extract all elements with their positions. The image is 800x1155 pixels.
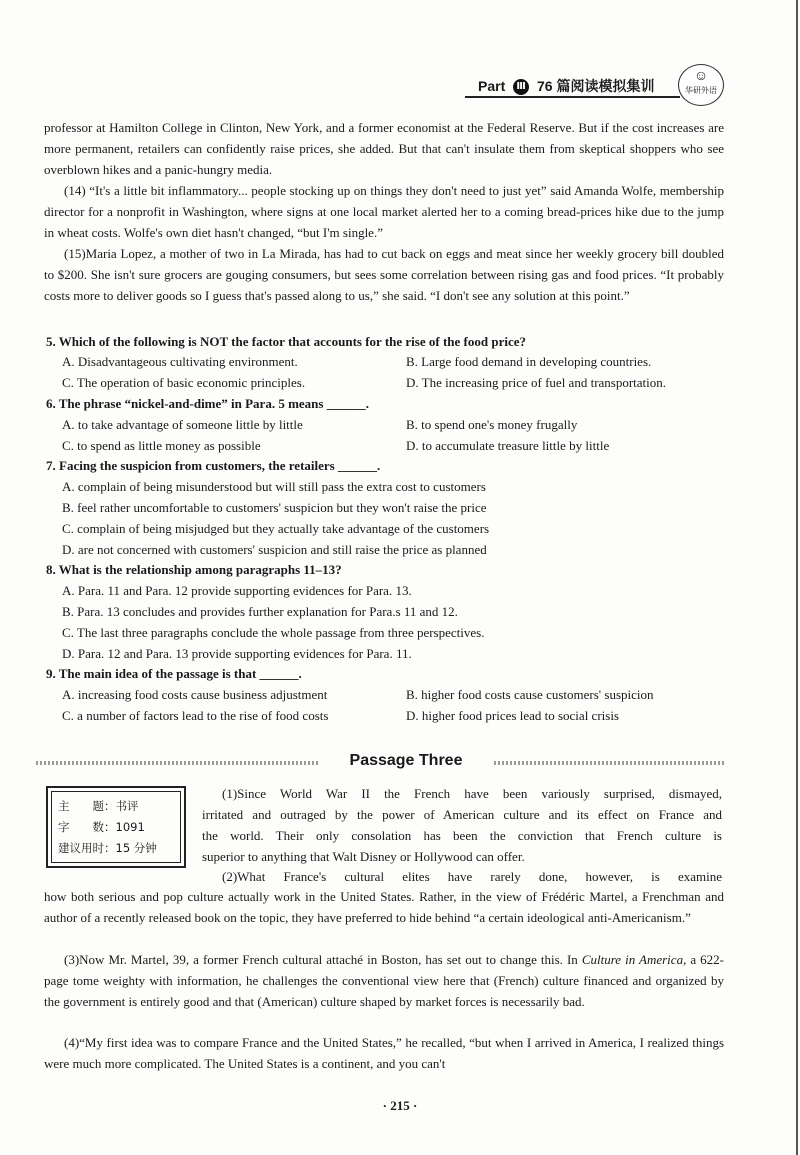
- question-7-stem: 7. Facing the suspicion from customers, the retailers ______.: [46, 458, 381, 473]
- passage3-paragraph-2: how both serious and pop culture actually work in the United States. Rather, in the view of Frédéric Martel, a Frenchman and author of a recently released book on the topic, they have preferred to hide behind “a certain ideological anti-Americanism.”: [44, 889, 724, 925]
- logo-mascot-icon: ☺: [693, 69, 709, 84]
- question-6-option-a[interactable]: A. to take advantage of someone little by little: [62, 417, 303, 432]
- passage-info-box: [46, 786, 186, 868]
- passage3-paragraph-4: (4)“My first idea was to compare France and the United States,” he recalled, “but when I arrived in America, I realized things were much more complicated. The United States is a continent, and you can't: [44, 1035, 724, 1071]
- question-6-stem: 6. The phrase “nickel-and-dime” in Para. 5 means ______.: [46, 396, 369, 411]
- passage3-paragraph-3: [44, 950, 724, 1012]
- question-5-option-a[interactable]: A. Disadvantageous cultivating environment.: [62, 354, 298, 369]
- header-series-title: 76 篇阅读模拟集训: [537, 78, 655, 94]
- info-topic: 主 题：书评: [58, 799, 139, 813]
- paragraph-15: (15)Maria Lopez, a mother of two in La Mirada, has had to cut back on eggs and meat since her weekly grocery bill doubled to $200. She isn't sure grocers are gouging consumers, but sees some correlation between rising gas and food prices. “It probably costs more to deliver goods so I guess that's passed along to us,” she said. “I don't see any solution at this point.”: [44, 246, 724, 303]
- question-9-option-a[interactable]: A. increasing food costs cause business adjustment: [62, 687, 328, 702]
- p1-line: (1)Since World War II the French have been variously surprised, dismayed,: [222, 786, 722, 801]
- question-6-option-d[interactable]: D. to accumulate treasure little by little: [406, 438, 610, 453]
- question-8-option-b[interactable]: B. Para. 13 concludes and provides further explanation for Para.s 11 and 12.: [62, 604, 458, 619]
- question-5-option-d[interactable]: D. The increasing price of fuel and transportation.: [406, 375, 667, 390]
- p1-line: the world. Their only consolation has been the conviction that French culture is: [202, 828, 722, 843]
- question-8-option-c[interactable]: C. The last three paragraphs conclude the whole passage from three perspectives.: [62, 625, 485, 640]
- p3-text-after: , a 622-page tome weighty with information, he challenges the conventional view here that (French) culture financed and organized by the government is entirely good and that (American) culture shaped by market forces is necessarily bad.: [44, 952, 725, 1009]
- section-title: Passage Three: [349, 752, 463, 769]
- divider-hatch-right: [494, 761, 726, 765]
- question-9-option-c[interactable]: C. a number of factors lead to the rise of food costs: [62, 708, 329, 723]
- passage3-paragraph-2-first-line: (2)What France's cultural elites have rarely done, however, is examine: [222, 869, 722, 884]
- logo-text: 华研外语: [685, 86, 717, 95]
- header-title: [478, 76, 654, 96]
- page-edge-line: [796, 0, 798, 1155]
- part-number-badge: Ⅲ: [513, 79, 529, 95]
- question-7-option-d[interactable]: D. are not concerned with customers' suspicion and still raise the price as planned: [62, 542, 487, 557]
- question-7-option-a[interactable]: A. complain of being misunderstood but will still pass the extra cost to customers: [62, 479, 486, 494]
- book-title: Culture in America: [581, 952, 684, 967]
- p1-line: superior to anything that Walt Disney or Hollywood can offer.: [202, 849, 525, 864]
- header-rule: [465, 96, 680, 98]
- question-7-option-c[interactable]: C. complain of being misjudged but they actually take advantage of the customers: [62, 521, 490, 536]
- paragraph-13-continuation: professor at Hamilton College in Clinton, New York, and a former economist at the Federal Reserve. But if the cost increases are more permanent, retailers can confidently raise prices, she added. But that can't insulate them from skeptical shoppers who see overblown hikes and a panic-hungry media.: [44, 120, 724, 177]
- passage3-paragraph-1: [202, 783, 722, 867]
- info-word-count: 字 数：1091: [58, 820, 145, 834]
- divider-hatch-left: [36, 761, 318, 765]
- page-number: · 215 ·: [382, 1098, 418, 1113]
- question-5-option-b[interactable]: B. Large food demand in developing countries.: [406, 354, 652, 369]
- p3-text-before: (3)Now Mr. Martel, 39, a former French cultural attaché in Boston, has set out to change this. In: [64, 952, 582, 967]
- question-9-stem: 9. The main idea of the passage is that ______.: [46, 666, 302, 681]
- info-suggested-time: 建议用时：15 分钟: [58, 841, 157, 855]
- paragraph-14: (14) “It's a little bit inflammatory... people stocking up on things they don't need to just yet” said Amanda Wolfe, membership director for a nonprofit in Washington, where signs at one local market alerted her to a coming bread-prices hike due to the jump in wheat costs. Wolfe's own diet hasn't changed, “but I'm single.”: [44, 183, 724, 240]
- publisher-logo: [678, 64, 724, 106]
- question-8-option-d[interactable]: D. Para. 12 and Para. 13 provide supporting evidences for Para. 11.: [62, 646, 412, 661]
- question-8-stem: 8. What is the relationship among paragraphs 11–13?: [46, 562, 342, 577]
- question-9-option-b[interactable]: B. higher food costs cause customers' suspicion: [406, 687, 654, 702]
- header-part: Part: [478, 78, 506, 94]
- question-6-option-b[interactable]: B. to spend one's money frugally: [406, 417, 578, 432]
- question-9-option-d[interactable]: D. higher food prices lead to social crisis: [406, 708, 619, 723]
- question-5-option-c[interactable]: C. The operation of basic economic principles.: [62, 375, 306, 390]
- question-8-option-a[interactable]: A. Para. 11 and Para. 12 provide supporting evidences for Para. 13.: [62, 583, 412, 598]
- info-box-inner: [51, 791, 181, 863]
- section-divider: [36, 752, 726, 774]
- p1-line: irritated and outraged by the power of American culture and its effect on France and: [202, 807, 722, 822]
- question-6-option-c[interactable]: C. to spend as little money as possible: [62, 438, 261, 453]
- question-7-option-b[interactable]: B. feel rather uncomfortable to customers' suspicion but they won't raise the price: [62, 500, 487, 515]
- question-5-stem: 5. Which of the following is NOT the factor that accounts for the rise of the food price?: [46, 334, 526, 349]
